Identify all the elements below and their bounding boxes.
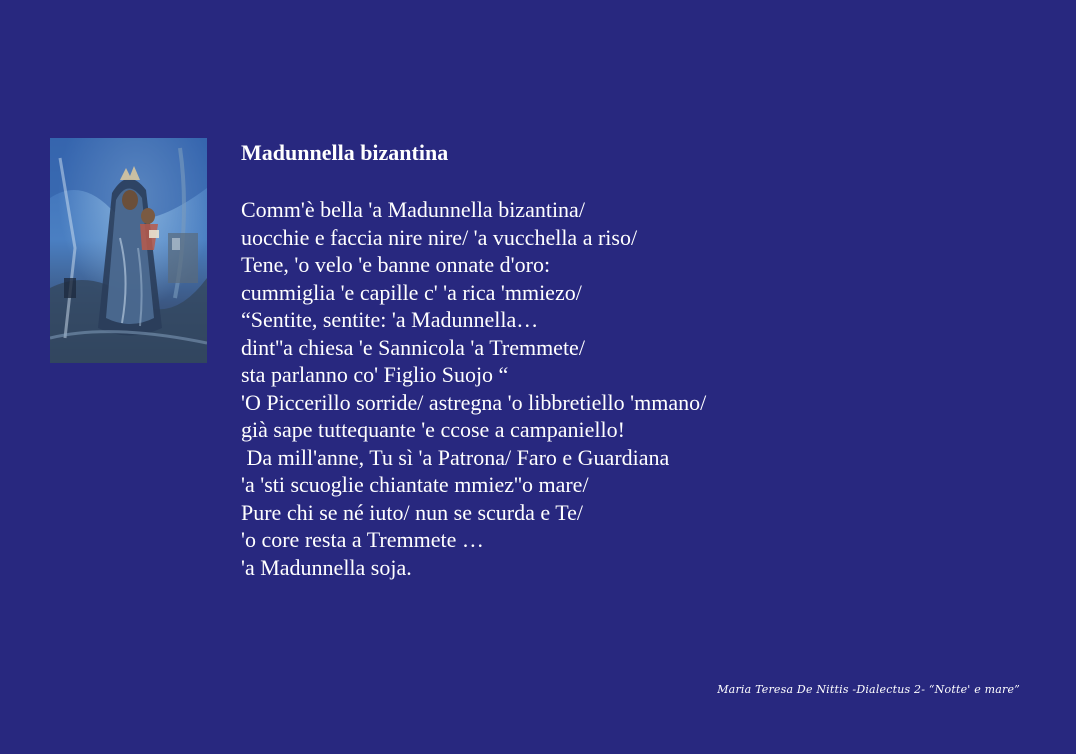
madonna-painting-icon [50,138,207,363]
poem-line: “Sentite, sentite: 'a Madunnella… [241,307,539,332]
poem-line: Da mill'anne, Tu sì 'a Patrona/ Faro e Guardiana [241,444,670,470]
poem-line: Tene, 'o velo 'e banne onnate d'oro: [241,252,551,277]
poem [241,140,1021,581]
poem-line: uocchie e faccia nire nire/ 'a vucchella a riso/ [241,224,638,250]
poem-line: 'O Piccerillo sorride/ astregna 'o libbretiello 'mmano/ [241,389,707,415]
author-signature: Maria Teresa De Nittis -Dialectus 2- “Notte' e mare” [717,683,1020,696]
poem-line: 'a 'sti scuoglie chiantate mmiez''o mare/ [241,472,589,497]
poem-lines [241,196,1021,581]
poem-line: 'a Madunnella soja. [241,554,412,580]
poem-line: dint''a chiesa 'e Sannicola 'a Tremmete/ [241,334,585,360]
poem-line: sta parlanno co' Figlio Suojo “ [241,362,509,387]
madonna-painting [50,138,207,363]
poem-line: Pure chi se né iuto/ nun se scurda e Te/ [241,499,584,525]
poem-line: cummiglia 'e capille c' 'a rica 'mmiezo/ [241,279,582,305]
poem-title: Madunnella bizantina [241,140,449,165]
poem-line: 'o core resta a Tremmete … [241,527,484,552]
poem-line: già sape tuttequante 'e ccose a campaniello! [241,417,625,442]
poem-line: Comm'è bella 'a Madunnella bizantina/ [241,197,585,222]
